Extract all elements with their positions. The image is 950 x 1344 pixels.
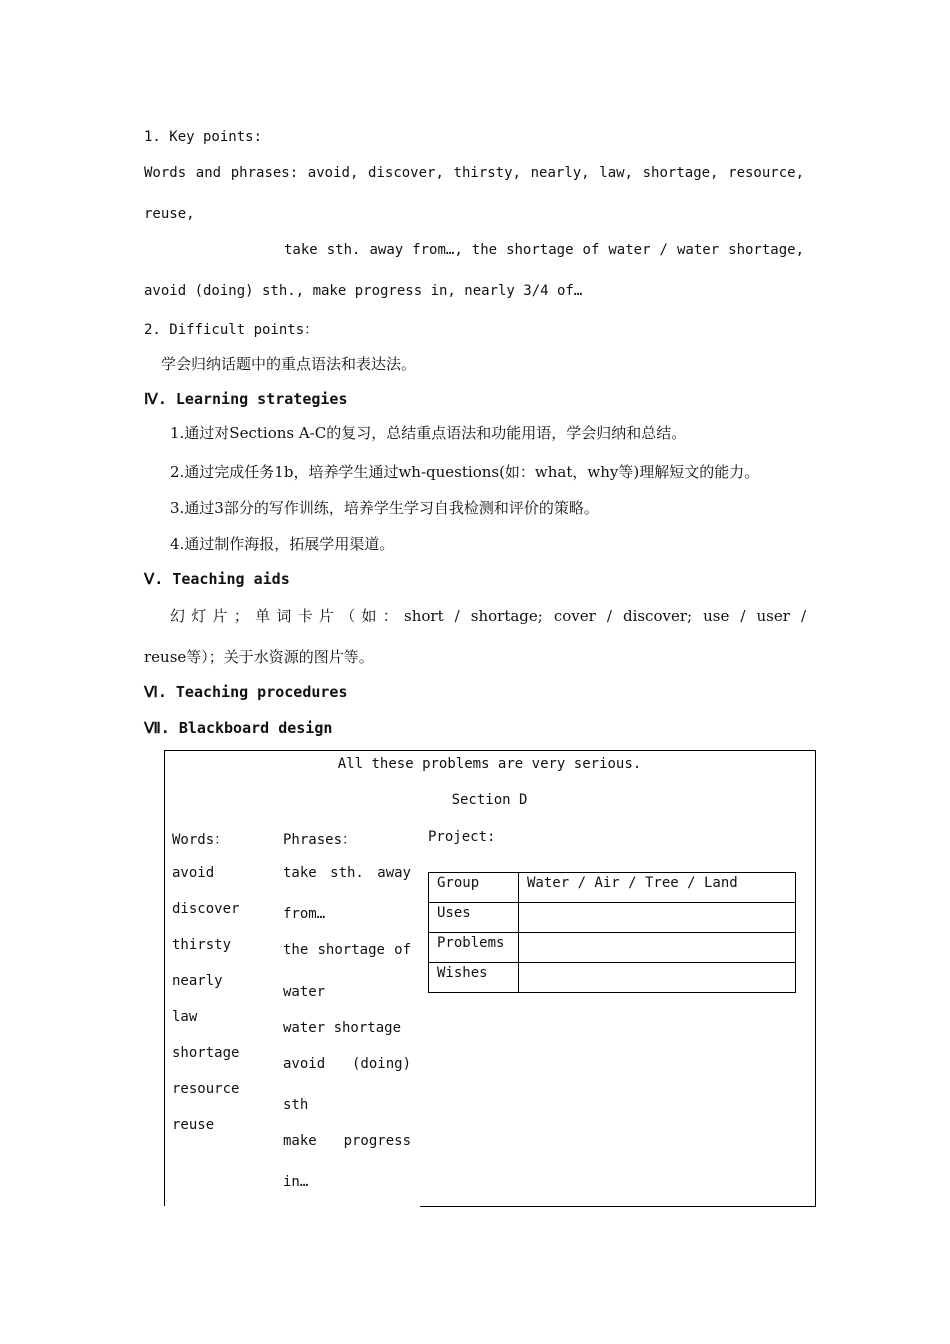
word-item: nearly bbox=[172, 973, 223, 989]
table-row bbox=[429, 903, 796, 933]
difficult-points-text: 学会归纳话题中的重点语法和表达法。 bbox=[161, 355, 417, 373]
key-phrases-line: take sth. away from…, the shortage of water / water shortage, bbox=[284, 242, 804, 258]
word-item: avoid bbox=[172, 865, 215, 881]
strategy-item: 4.通过制作海报，拓展学用渠道。 bbox=[170, 535, 395, 553]
teaching-aids-heading: Ⅴ. Teaching aids bbox=[144, 570, 290, 588]
blackboard-design-heading: Ⅶ. Blackboard design bbox=[144, 719, 333, 737]
table-cell bbox=[519, 933, 796, 963]
phrase-item: in… bbox=[283, 1174, 309, 1190]
phrase-item: avoid (doing) bbox=[283, 1056, 411, 1072]
learning-strategies-heading: Ⅳ. Learning strategies bbox=[144, 390, 348, 408]
phrase-item: water bbox=[283, 984, 326, 1000]
table-cell: Uses bbox=[429, 903, 519, 933]
strategy-item: 2.通过完成任务1b，培养学生通过wh-questions(如：what，why等)理解短文的能力。 bbox=[170, 463, 760, 481]
strategy-item: 3.通过3部分的写作训练，培养学生学习自我检测和评价的策略。 bbox=[170, 499, 599, 517]
difficult-points-heading: 2. Difficult points： bbox=[144, 322, 319, 338]
table-cell: Group bbox=[429, 873, 519, 903]
key-points-heading: 1. Key points: bbox=[144, 129, 263, 145]
key-phrases-line-2: avoid (doing) sth., make progress in, nearly 3/4 of… bbox=[144, 283, 583, 299]
blackboard-title: All these problems are very serious. bbox=[337, 756, 642, 772]
table-row bbox=[429, 873, 796, 903]
table-cell: Wishes bbox=[429, 963, 519, 993]
teaching-aids-line-2: reuse等）；关于水资源的图片等。 bbox=[144, 648, 374, 666]
word-item: thirsty bbox=[172, 937, 232, 953]
strategy-item: 1.通过对Sections A-C的复习，总结重点语法和功能用语，学会归纳和总结。 bbox=[170, 424, 687, 442]
words-label: Words： bbox=[172, 832, 229, 848]
table-cell bbox=[519, 963, 796, 993]
phrase-item: make progress bbox=[283, 1133, 411, 1149]
project-label: Project: bbox=[428, 829, 496, 845]
phrases-label: Phrases： bbox=[283, 832, 357, 848]
phrase-item: the shortage of bbox=[283, 942, 411, 958]
table-row bbox=[429, 933, 796, 963]
blackboard-section: Section D bbox=[451, 792, 528, 808]
word-item: law bbox=[172, 1009, 198, 1025]
phrase-item: water shortage bbox=[283, 1020, 402, 1036]
phrase-item: sth bbox=[283, 1097, 309, 1113]
teaching-aids-line-1: 幻灯片；单词卡片（如：short / shortage; cover / discover; use / user / bbox=[170, 607, 806, 625]
word-item: resource bbox=[172, 1081, 240, 1097]
table-cell: Water / Air / Tree / Land bbox=[519, 873, 796, 903]
project-table bbox=[428, 872, 796, 993]
word-item: discover bbox=[172, 901, 240, 917]
key-words-line: Words and phrases: avoid, discover, thirsty, nearly, law, shortage, resource, bbox=[144, 165, 804, 181]
word-item: shortage bbox=[172, 1045, 240, 1061]
phrase-item: take sth. away bbox=[283, 865, 411, 881]
table-cell bbox=[519, 903, 796, 933]
phrase-item: from… bbox=[283, 906, 326, 922]
key-words-line-2: reuse, bbox=[144, 206, 195, 222]
table-row bbox=[429, 963, 796, 993]
table-cell: Problems bbox=[429, 933, 519, 963]
word-item: reuse bbox=[172, 1117, 215, 1133]
teaching-procedures-heading: Ⅵ. Teaching procedures bbox=[144, 683, 348, 701]
